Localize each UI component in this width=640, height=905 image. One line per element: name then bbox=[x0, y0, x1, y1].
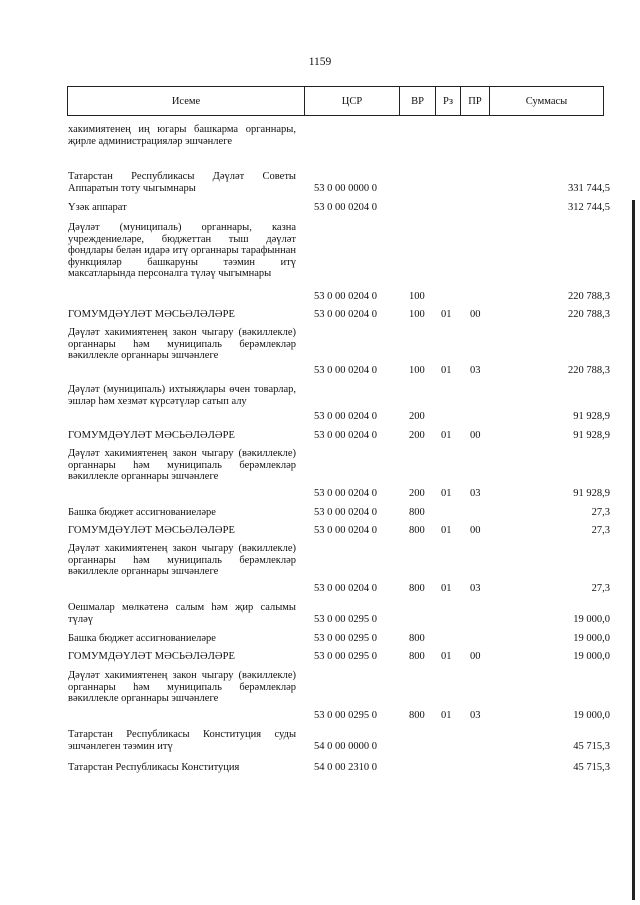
row-sum: 220 788,3 bbox=[568, 309, 610, 320]
row-pr: 00 bbox=[470, 430, 481, 441]
row-csr: 53 0 00 0295 0 bbox=[314, 710, 377, 721]
row-sum: 19 000,0 bbox=[573, 651, 610, 662]
row-rz: 01 bbox=[441, 488, 452, 499]
row-rz: 01 bbox=[441, 430, 452, 441]
row-csr: 53 0 00 0204 0 bbox=[314, 507, 377, 518]
row-pr: 03 bbox=[470, 583, 481, 594]
row-vr: 100 bbox=[409, 291, 425, 302]
row-rz: 01 bbox=[441, 365, 452, 376]
row-vr: 100 bbox=[409, 309, 425, 320]
header-rz: Рз bbox=[436, 87, 461, 115]
row-csr: 53 0 00 0204 0 bbox=[314, 583, 377, 594]
row-rz: 01 bbox=[441, 525, 452, 536]
row-sum: 27,3 bbox=[591, 507, 610, 518]
header-sum: Суммасы bbox=[525, 95, 568, 107]
row-sum: 91 928,9 bbox=[573, 488, 610, 499]
row-vr: 800 bbox=[409, 633, 425, 644]
row-name: Башка бюджет ассигнованиеләре bbox=[68, 633, 216, 644]
row-vr: 800 bbox=[409, 525, 425, 536]
row-csr: 53 0 00 0204 0 bbox=[314, 430, 377, 441]
row-csr: 53 0 00 0204 0 bbox=[314, 309, 377, 320]
row-sum: 91 928,9 bbox=[573, 430, 610, 441]
row-sum: 331 744,5 bbox=[568, 183, 610, 194]
row-vr: 100 bbox=[409, 365, 425, 376]
row-name: Дәүләт (муниципаль) ихтыяҗлары өчен товарлар, эшләр һәм хезмәт күрсәтүләр сатып алу bbox=[68, 384, 296, 407]
row-pr: 00 bbox=[470, 309, 481, 320]
row-sum: 19 000,0 bbox=[573, 614, 610, 625]
row-name: Дәүләт хакимиятенең закон чыгару (вәкиллекле) органнары һәм муниципаль берәмлекләр вәкиллекле органнары эшчәнлеге bbox=[68, 670, 296, 704]
row-csr: 54 0 00 2310 0 bbox=[314, 762, 377, 773]
row-csr: 53 0 00 0295 0 bbox=[314, 614, 377, 625]
row-csr: 53 0 00 0000 0 bbox=[314, 183, 377, 194]
row-name: Татарстан Республикасы Конституция суды эшчәнлеген тәэмин итү bbox=[68, 729, 296, 752]
row-vr: 800 bbox=[409, 507, 425, 518]
row-sum: 19 000,0 bbox=[573, 710, 610, 721]
row-name: Башка бюджет ассигнованиеләре bbox=[68, 507, 216, 518]
row-name: ГОМУМДӘҮЛӘТ МӘСЬӘЛӘЛӘРЕ bbox=[68, 309, 236, 320]
row-csr: 53 0 00 0204 0 bbox=[314, 525, 377, 536]
row-csr: 53 0 00 0295 0 bbox=[314, 633, 377, 644]
row-vr: 800 bbox=[409, 710, 425, 721]
row-vr: 200 bbox=[409, 488, 425, 499]
row-name: Дәүләт хакимиятенең закон чыгару (вәкиллекле) органнары һәм муниципаль берәмлекләр вәкиллекле органнары эшчәнлеге bbox=[68, 327, 296, 361]
table-header bbox=[67, 86, 604, 116]
header-vr: ВР bbox=[400, 87, 436, 115]
row-csr: 53 0 00 0295 0 bbox=[314, 651, 377, 662]
row-name: Татарстан Республикасы Конституция bbox=[68, 762, 240, 773]
row-csr: 53 0 00 0204 0 bbox=[314, 365, 377, 376]
row-rz: 01 bbox=[441, 651, 452, 662]
row-sum: 45 715,3 bbox=[573, 762, 610, 773]
row-sum: 19 000,0 bbox=[573, 633, 610, 644]
row-rz: 01 bbox=[441, 309, 452, 320]
row-name: Татарстан Республикасы Дәүләт Советы Аппаратын тоту чыгымнары bbox=[68, 171, 296, 194]
page-edge-line bbox=[632, 200, 635, 900]
row-vr: 200 bbox=[409, 411, 425, 422]
row-csr: 53 0 00 0204 0 bbox=[314, 202, 377, 213]
row-vr: 200 bbox=[409, 430, 425, 441]
row-csr: 53 0 00 0204 0 bbox=[314, 291, 377, 302]
row-sum: 91 928,9 bbox=[573, 411, 610, 422]
row-name: Дәүләт хакимиятенең закон чыгару (вәкиллекле) органнары һәм муниципаль берәмлекләр вәкиллекле органнары эшчәнлеге bbox=[68, 448, 296, 482]
row-name: ГОМУМДӘҮЛӘТ МӘСЬӘЛӘЛӘРЕ bbox=[68, 651, 236, 662]
row-sum: 27,3 bbox=[591, 525, 610, 536]
page-number: 1159 bbox=[308, 56, 332, 68]
row-sum: 220 788,3 bbox=[568, 291, 610, 302]
row-name: Дәүләт (муниципаль) органнары, казна учреждениеләре, бюджеттан тыш дәүләт фондлары белән идарә итү органнары тарафыннан функцияләр башкаруны тәэмин итү максатларында персоналга түләү чыгымнары bbox=[68, 222, 296, 279]
row-sum: 220 788,3 bbox=[568, 365, 610, 376]
row-csr: 53 0 00 0204 0 bbox=[314, 411, 377, 422]
row-rz: 01 bbox=[441, 710, 452, 721]
row-name: Үзәк аппарат bbox=[68, 202, 127, 213]
header-name: Исеме bbox=[68, 87, 305, 115]
row-pr: 03 bbox=[470, 710, 481, 721]
row-pr: 00 bbox=[470, 525, 481, 536]
header-csr: ЦСР bbox=[305, 87, 400, 115]
row-name: хакимиятенең иң югары башкарма органнары, җирле администрацияләр эшчәнлеге bbox=[68, 124, 296, 147]
row-csr: 53 0 00 0204 0 bbox=[314, 488, 377, 499]
row-csr: 54 0 00 0000 0 bbox=[314, 741, 377, 752]
row-name: ГОМУМДӘҮЛӘТ МӘСЬӘЛӘЛӘРЕ bbox=[68, 430, 236, 441]
row-pr: 03 bbox=[470, 365, 481, 376]
row-pr: 03 bbox=[470, 488, 481, 499]
row-sum: 312 744,5 bbox=[568, 202, 610, 213]
row-rz: 01 bbox=[441, 583, 452, 594]
row-name: Оешмалар мөлкәтенә салым һәм җир салымы түләү bbox=[68, 602, 296, 625]
row-name: ГОМУМДӘҮЛӘТ МӘСЬӘЛӘЛӘРЕ bbox=[68, 525, 236, 536]
row-name: Дәүләт хакимиятенең закон чыгару (вәкиллекле) органнары һәм муниципаль берәмлекләр вәкиллекле органнары эшчәнлеге bbox=[68, 543, 296, 577]
row-vr: 800 bbox=[409, 651, 425, 662]
row-sum: 45 715,3 bbox=[573, 741, 610, 752]
row-pr: 00 bbox=[470, 651, 481, 662]
row-vr: 800 bbox=[409, 583, 425, 594]
header-pr: ПР bbox=[461, 87, 490, 115]
row-sum: 27,3 bbox=[591, 583, 610, 594]
